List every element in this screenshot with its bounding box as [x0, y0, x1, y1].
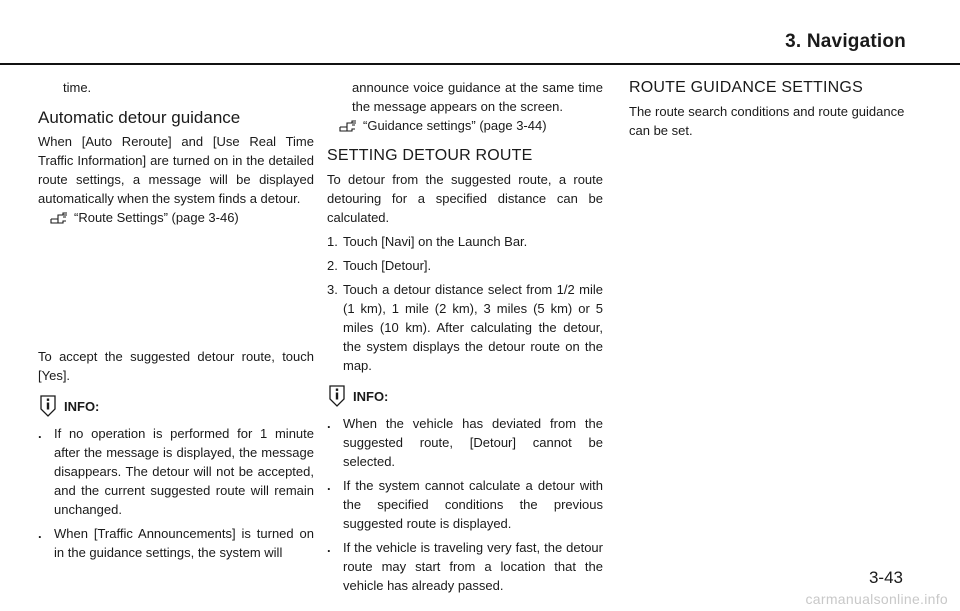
setting-detour-intro: To detour from the suggested route, a route detouring for a specified distance can be calculated.: [327, 172, 603, 225]
step-number: 2.: [327, 258, 338, 273]
step-number: 3.: [327, 282, 338, 297]
bullet-dot: .: [38, 426, 42, 441]
bullet-dot: .: [327, 478, 331, 493]
column-1: [38, 78, 314, 562]
info-block: [327, 385, 603, 407]
auto-detour-heading: Automatic detour guidance: [38, 108, 241, 127]
column-2: [327, 78, 603, 595]
page-number: 3-43: [868, 568, 903, 587]
accept-detour-text: To accept the suggested detour route, touch [Yes].: [38, 349, 314, 383]
list-item: [38, 424, 314, 519]
list-item: [327, 414, 603, 471]
step-item: [327, 280, 603, 375]
route-guidance-settings-heading: ROUTE GUIDANCE SETTINGS: [629, 79, 863, 96]
header-rule: [0, 63, 960, 65]
bullet-dot: .: [327, 416, 331, 431]
pointing-hand-icon: [339, 119, 359, 133]
route-guidance-settings-body: The route search conditions and route guidance can be set.: [629, 104, 905, 138]
bullet-text: When [Traffic Announcements] is turned on in the guidance settings, the system will: [54, 526, 314, 560]
guidance-settings-reference[interactable]: [339, 116, 603, 135]
bullet-text: When the vehicle has deviated from the suggested route, [Detour] cannot be selected.: [343, 416, 603, 469]
list-item: [38, 524, 314, 562]
guidance-settings-reference-text: “Guidance settings” (page 3-44): [363, 118, 547, 133]
info-block: [38, 395, 314, 417]
auto-detour-body: When [Auto Reroute] and [Use Real Time Traffic Information] are turned on in the detailed route settings, a message will be displayed automatically when the system finds a detour.: [38, 134, 314, 206]
list-item: [327, 538, 603, 595]
info-icon: [327, 385, 347, 407]
continued-text: time.: [63, 80, 92, 95]
pointing-hand-icon: [50, 211, 70, 225]
bullet-dot: .: [38, 526, 42, 541]
watermark: carmanualsonline.info: [805, 591, 948, 607]
info-label: INFO:: [353, 389, 389, 404]
chapter-title: 3. Navigation: [785, 31, 906, 52]
column-3: [629, 78, 909, 140]
bullet-text: If the system cannot calculate a detour with the specified conditions the previous suggested route is displayed.: [343, 478, 603, 531]
route-settings-reference-text: “Route Settings” (page 3-46): [74, 210, 239, 225]
step-item: [327, 256, 603, 275]
step-number: 1.: [327, 234, 338, 249]
info-label: INFO:: [64, 399, 100, 414]
bullet-dot: .: [327, 540, 331, 555]
info-icon: [38, 395, 58, 417]
bullet-text: If no operation is performed for 1 minute after the message is displayed, the message disappears. The detour will not be accepted, and the current suggested route will remain unchanged.: [54, 426, 314, 517]
continued-text: announce voice guidance at the same time the message appears on the screen.: [352, 80, 603, 114]
step-text: Touch a detour distance select from 1/2 mile (1 km), 1 mile (2 km), 3 miles (5 km) or 5 miles (10 km). After calculating the detour, the system displays the detour route on the map.: [343, 282, 603, 373]
setting-detour-heading: SETTING DETOUR ROUTE: [327, 147, 533, 164]
step-text: Touch [Navi] on the Launch Bar.: [343, 234, 528, 249]
route-settings-reference[interactable]: [50, 208, 314, 227]
bullet-text: If the vehicle is traveling very fast, the detour route may start from a location that the vehicle has already passed.: [343, 540, 603, 593]
list-item: [327, 476, 603, 533]
step-text: Touch [Detour].: [343, 258, 432, 273]
step-item: [327, 232, 603, 251]
